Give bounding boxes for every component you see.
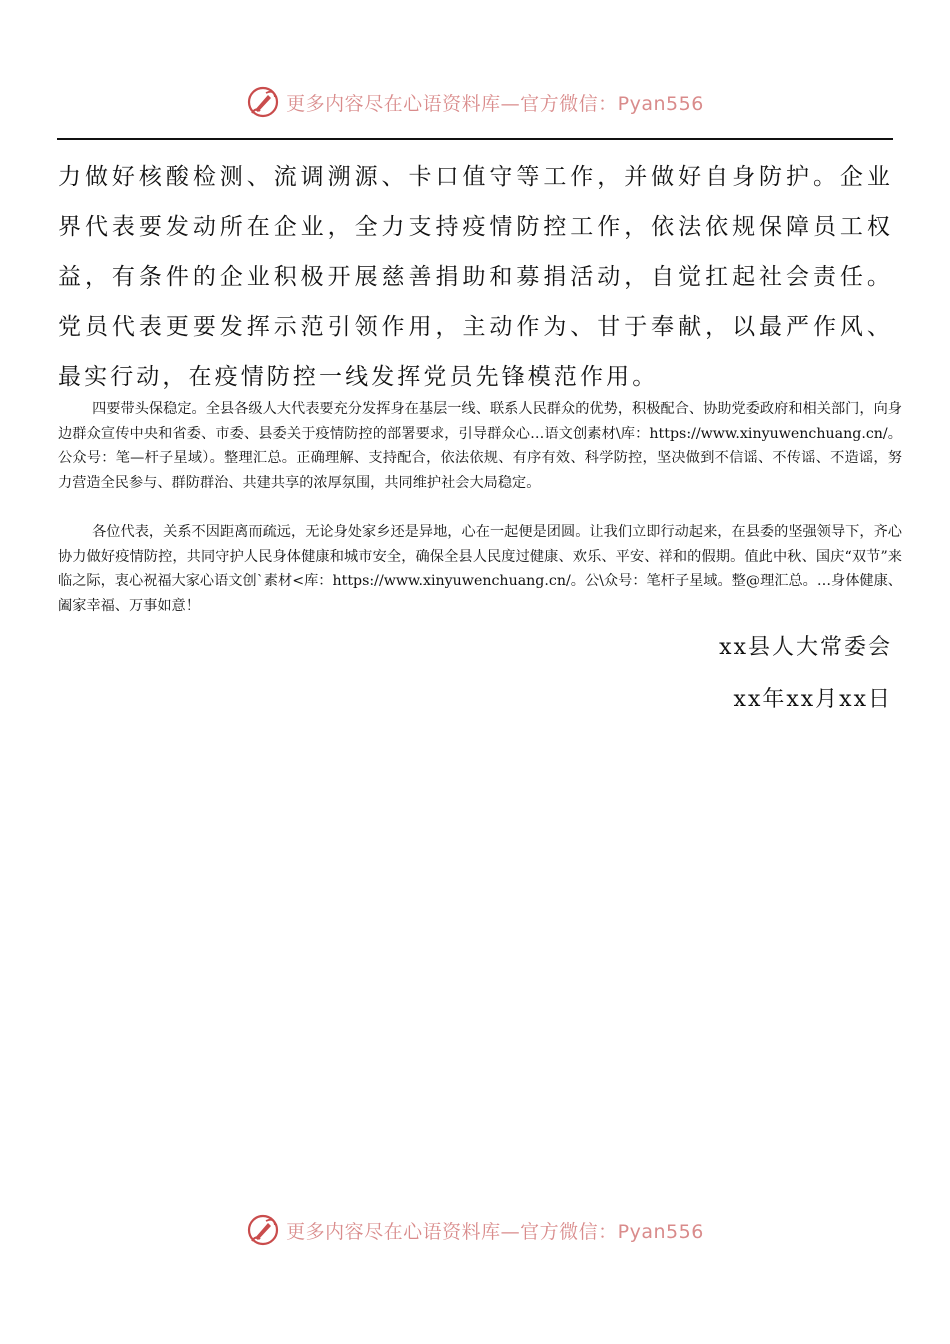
body-paragraph-1: 力做好核酸检测、流调溯源、卡口值守等工作，并做好自身防护。企业界代表要发动所在企业，全力支持疫情防控工作，依法依规保障员工权益，有条件的企业积极开展慈善捐助和募捐活动，自觉扛起社会责任。党员代表更要发挥示范引领作用，主动作为、甘于奉献，以最严作风、最实行动，在疫情防控一线发挥党员先锋模范作用。 (58, 164, 893, 390)
pen-circle-logo-icon (246, 85, 280, 119)
watermark-content (246, 85, 704, 119)
watermark-content (246, 1213, 704, 1247)
watermark-label: 更多内容尽在心语资料库—官方微信： (286, 1220, 618, 1243)
signoff-date: xx年xx月xx日 (733, 687, 892, 712)
body-paragraph-2: 四要带头保稳定。全县各级人大代表要充分发挥身在基层一线、联系人民群众的优势，积极配合、协助党委政府和相关部门，向身边群众宣传中央和省委、市委、县委关于疫情防控的部署要求，引导群众心…语文创素材\库：https://www.xinyuwenchuang.cn/。公众号：笔—杆子星域）。整理汇总。正确理解、支持配合，依法依规、有序有效、科学防控，坚决做到不信谣、不传谣、不造谣，努力营造全民参与、群防群治、共建共享的浓厚氛围，共同维护社会大局稳定。 (58, 401, 902, 491)
watermark-text (286, 89, 704, 116)
watermark-wechat-id: Pyan556 (617, 92, 704, 115)
footer-watermark (0, 1210, 950, 1250)
watermark-wechat-id: Pyan556 (617, 1220, 704, 1243)
pen-circle-logo-icon (246, 1213, 280, 1247)
signoff-organization: xx县人大常委会 (719, 635, 892, 660)
watermark-label: 更多内容尽在心语资料库—官方微信： (286, 92, 618, 115)
body-paragraph-3: 各位代表，关系不因距离而疏远，无论身处家乡还是异地，心在一起便是团圆。让我们立即行动起来，在县委的坚强领导下，齐心协力做好疫情防控，共同守护人民身体健康和城市安全，确保全县人民度过健康、欢乐、平安、祥和的假期。值此中秋、国庆“双节”来临之际，衷心祝福大家心语文创`素材<库：https://www.xinyuwenchuang.cn/。公\众号：笔杆子星域。整@理汇总。…身体健康、阖家幸福、万事如意！ (58, 524, 902, 614)
watermark-text (286, 1217, 704, 1244)
header-divider (57, 138, 893, 140)
header-watermark (0, 82, 950, 122)
